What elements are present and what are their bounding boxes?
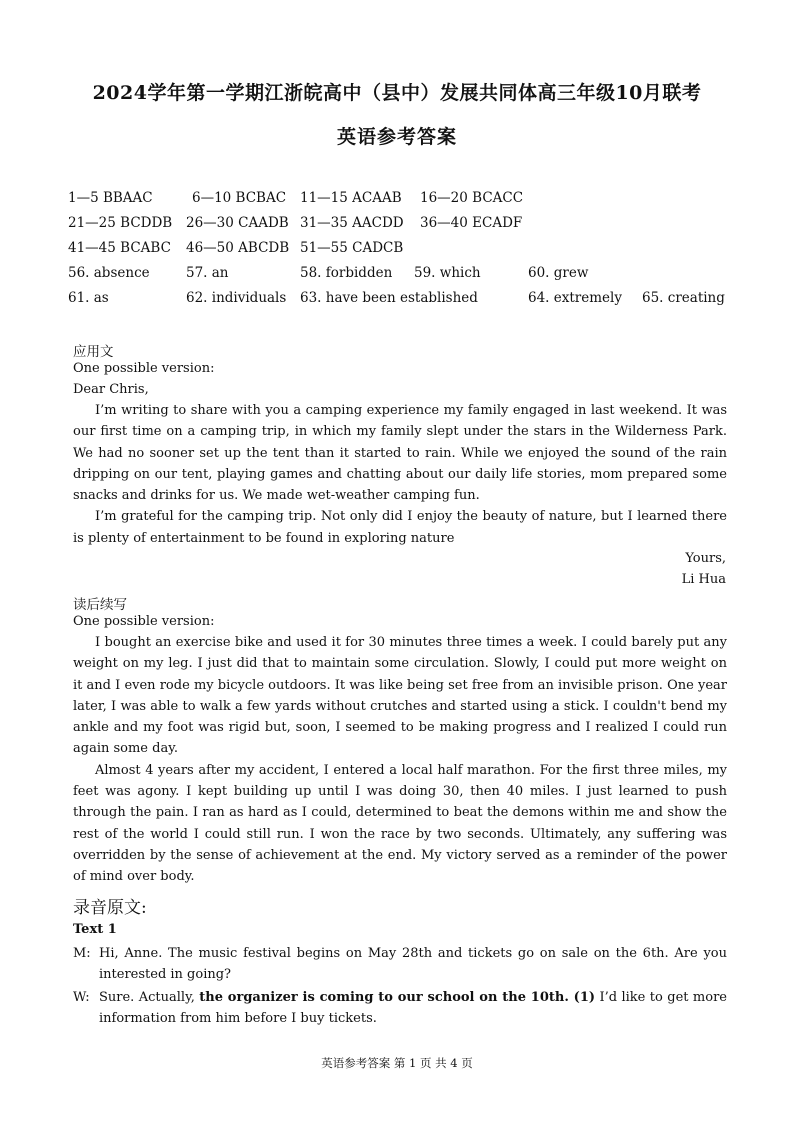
continuation-paragraph: I bought an exercise bike and used it for 30 minutes three times a week. I could barely put any weight on my leg. I just did that to maintain some circulation. Slowly, I could put more weight on it and I even rode my bicycle outdoors. It was like being set free from an invisible prison. One year later, I was able to walk a few yards without crutches and started using a stick. I couldn't bend my ankle and my foot was rigid but, soon, I seemed to be making progress and I realized I could run again some day. bbox=[73, 635, 727, 757]
applied-writing-label: 应用文 bbox=[73, 344, 114, 360]
answer-group: 36—40 ECADF bbox=[420, 215, 523, 231]
continuation-paragraph: Almost 4 years after my accident, I entered a local half marathon. For the first three miles, my feet was agony. I kept building up until I was doing 30, then 40 miles. I just learned to push through the pain. I ran as hard as I could, determined to beat the demons within me and show the rest of the world I could still run. I won the race by two seconds. Ultimately, any suffering was overridden by the sense of achievement at the end. My victory served as a reminder of the power of mind over body. bbox=[73, 762, 727, 885]
answer-group: 16—20 BCACC bbox=[420, 190, 524, 206]
dialog-text: Hi, Anne. The music festival begins on May 28th and tickets go on sale on the 6th. Are you interested in going? bbox=[99, 946, 727, 982]
dialog-line bbox=[73, 987, 727, 1029]
letter-paragraph: I’m writing to share with you a camping experience my family engaged in last weekend. It was our first time on a camping trip, in which my family slept under the stars in the Wilderness Park. We had no sooner set up the tent than it started to rain. While we enjoyed the sound of the rain dripping on our tent, playing games and chatting about our daily life stories, mom prepared some snacks and drinks for us. We made wet-weather camping fun. bbox=[73, 403, 727, 504]
answer-item: 60. grew bbox=[528, 265, 589, 281]
answer-row bbox=[68, 240, 748, 265]
answer-row bbox=[68, 190, 748, 215]
letter-body bbox=[73, 400, 727, 549]
continuation-body bbox=[73, 632, 727, 888]
answer-group: 1—5 BBAAC bbox=[68, 190, 153, 206]
speaker-label: M: bbox=[73, 946, 91, 961]
answer-row bbox=[68, 290, 748, 315]
answer-item: 59. which bbox=[414, 265, 481, 281]
answer-item: 58. forbidden bbox=[300, 265, 393, 281]
page-title: 2024学年第一学期江浙皖高中（县中）发展共同体高三年级10月联考 bbox=[92, 82, 702, 104]
dialog-text-plain: I’d like to get more information from him before I buy tickets. bbox=[99, 990, 727, 1026]
transcript-title: 录音原文: bbox=[73, 898, 147, 918]
answer-group: 26—30 CAADB bbox=[186, 215, 289, 231]
dialog-line bbox=[73, 943, 727, 985]
answer-item: 61. as bbox=[68, 290, 109, 306]
answer-item: 64. extremely bbox=[528, 290, 622, 306]
answer-group: 31—35 AACDD bbox=[300, 215, 404, 231]
answer-item: 63. have been established bbox=[300, 290, 478, 306]
answer-group: 21—25 BCDDB bbox=[68, 215, 173, 231]
answer-item: 57. an bbox=[186, 265, 229, 281]
answer-group: 46—50 ABCDB bbox=[186, 240, 290, 256]
answer-row bbox=[68, 215, 748, 240]
answer-group: 51—55 CADCB bbox=[300, 240, 404, 256]
continuation-writing-version: One possible version: bbox=[73, 614, 215, 629]
continuation-writing-label: 读后续写 bbox=[73, 597, 127, 613]
dialog-text-plain: Sure. Actually, bbox=[99, 990, 200, 1005]
speaker-label: W: bbox=[73, 990, 90, 1005]
applied-writing-version: One possible version: bbox=[73, 361, 215, 376]
transcript-text-label: Text 1 bbox=[73, 922, 117, 937]
answer-group: 41—45 BCABC bbox=[68, 240, 171, 256]
dialog-text-bold: the organizer is coming to our school on the 10th. (1) bbox=[199, 990, 596, 1005]
answer-group: 11—15 ACAAB bbox=[300, 190, 402, 206]
answer-item: 62. individuals bbox=[186, 290, 287, 306]
page-subtitle: 英语参考答案 bbox=[336, 126, 457, 148]
page-footer: 英语参考答案 第 1 页 共 4 页 bbox=[321, 1056, 473, 1070]
answer-item: 65. creating bbox=[642, 290, 725, 306]
answer-group: 6—10 BCBAC bbox=[192, 190, 287, 206]
answer-item: 56. absence bbox=[68, 265, 150, 281]
answer-row bbox=[68, 265, 748, 290]
dialog-text bbox=[99, 987, 727, 1029]
letter-signoff bbox=[682, 548, 726, 590]
letter-paragraph: I’m grateful for the camping trip. Not only did I enjoy the beauty of nature, but I learned there is plenty of entertainment to be found in exploring nature bbox=[73, 509, 727, 546]
letter-signature: Li Hua bbox=[681, 572, 726, 587]
letter-closing: Yours, bbox=[685, 551, 726, 566]
answer-grid bbox=[68, 190, 748, 315]
letter-greeting: Dear Chris, bbox=[73, 382, 149, 397]
